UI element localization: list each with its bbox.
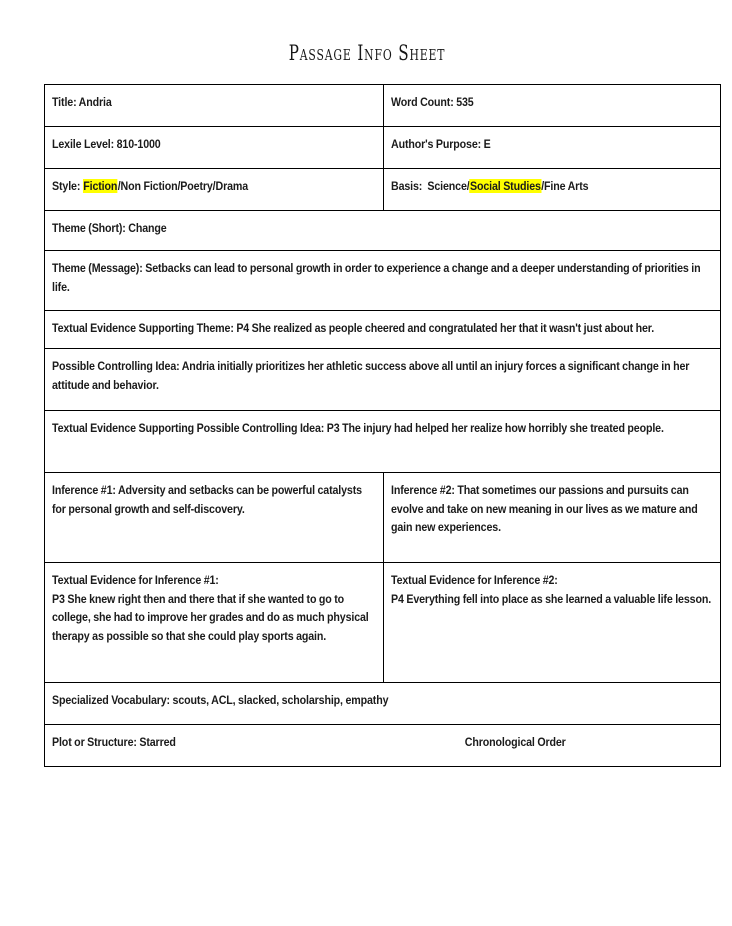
cell-word-count-text: Word Count: 535 bbox=[391, 95, 474, 109]
cell-specialized-vocabulary-text: Specialized Vocabulary: scouts, ACL, slacked, scholarship, empathy bbox=[52, 693, 389, 707]
cell-inference-2-text: Inference #2: That sometimes our passions and pursuits can evolve and take on new meaning in our lives as we mature and gain new experiences. bbox=[391, 483, 698, 534]
cell-evidence-theme-text: Textual Evidence Supporting Theme: P4 She realized as people cheered and congratulated her that it wasn't just about her. bbox=[52, 321, 655, 335]
cell-authors-purpose-text: Author's Purpose: E bbox=[391, 137, 491, 151]
passage-info-table bbox=[44, 84, 721, 767]
cell-controlling-idea bbox=[45, 349, 721, 411]
cell-style-text bbox=[52, 177, 376, 196]
table-row-specialized-vocabulary bbox=[45, 683, 721, 725]
evidence-inference-2-body: P4 Everything fell into place as she learned a valuable life lesson. bbox=[391, 591, 712, 606]
cell-evidence-inference-2-block bbox=[391, 571, 713, 608]
table-row-inferences bbox=[45, 473, 721, 563]
table-row-style-basis bbox=[45, 169, 721, 211]
cell-theme-short-text: Theme (Short): Change bbox=[52, 221, 167, 235]
cell-inference-1 bbox=[45, 473, 384, 563]
cell-specialized-vocabulary bbox=[45, 683, 721, 725]
cell-theme-message bbox=[45, 251, 721, 311]
cell-basis bbox=[384, 169, 721, 211]
cell-lexile-level-text: Lexile Level: 810-1000 bbox=[52, 137, 161, 151]
cell-plot-or-structure-block bbox=[52, 733, 713, 752]
plot-or-structure-text: Plot or Structure: Starred bbox=[52, 735, 176, 749]
cell-evidence-inference-1-block bbox=[52, 571, 376, 645]
cell-word-count bbox=[384, 85, 721, 127]
evidence-inference-2-heading: Textual Evidence for Inference #2: bbox=[391, 573, 558, 587]
cell-style bbox=[45, 169, 384, 211]
cell-evidence-theme bbox=[45, 311, 721, 349]
cell-evidence-inference-2 bbox=[384, 563, 721, 683]
cell-inference-2 bbox=[384, 473, 721, 563]
style-selected-highlight: Fiction bbox=[83, 179, 118, 193]
table-row-evidence-controlling-idea bbox=[45, 411, 721, 473]
cell-evidence-inference-1 bbox=[45, 563, 384, 683]
table-row-theme-short bbox=[45, 211, 721, 251]
table-row-evidence-theme bbox=[45, 311, 721, 349]
table-row-lexile bbox=[45, 127, 721, 169]
basis-options-after: /Fine Arts bbox=[541, 179, 589, 193]
style-label: Style: bbox=[52, 179, 81, 193]
page-title: Passage Info Sheet bbox=[288, 41, 446, 65]
cell-theme-message-text: Theme (Message): Setbacks can lead to personal growth in order to experience a change and a deeper understanding of priorities in life. bbox=[52, 261, 701, 294]
cell-evidence-controlling-idea bbox=[45, 411, 721, 473]
cell-evidence-controlling-idea-text: Textual Evidence Supporting Possible Controlling Idea: P3 The injury had helped her realize how horribly she treated people. bbox=[52, 421, 664, 435]
plot-or-structure-note: Chronological Order bbox=[464, 735, 566, 749]
style-options: /Non Fiction/Poetry/Drama bbox=[117, 179, 249, 193]
cell-controlling-idea-text: Possible Controlling Idea: Andria initially prioritizes her athletic success above all until an injury forces a significant change in her attitude and behavior. bbox=[52, 359, 690, 392]
cell-inference-1-text: Inference #1: Adversity and setbacks can be powerful catalysts for personal growth and self-discovery. bbox=[52, 483, 362, 516]
cell-theme-short bbox=[45, 211, 721, 251]
cell-lexile-level bbox=[45, 127, 384, 169]
table-row-evidence-inferences bbox=[45, 563, 721, 683]
cell-authors-purpose bbox=[384, 127, 721, 169]
cell-basis-text bbox=[391, 177, 713, 196]
cell-title-text: Title: Andria bbox=[52, 95, 112, 109]
basis-selected-highlight: Social Studies bbox=[470, 179, 541, 193]
table-row-title bbox=[45, 85, 721, 127]
table-row-plot-or-structure bbox=[45, 725, 721, 767]
evidence-inference-1-body: P3 She knew right then and there that if she wanted to go to college, she had to improve her grades and do as much physical therapy as possible so that she could play sports again. bbox=[52, 591, 369, 643]
cell-plot-or-structure bbox=[45, 725, 721, 767]
cell-title bbox=[45, 85, 384, 127]
evidence-inference-1-heading: Textual Evidence for Inference #1: bbox=[52, 573, 219, 587]
basis-label: Basis: bbox=[391, 179, 423, 193]
basis-options-before: Science/ bbox=[422, 179, 470, 193]
table-row-theme-message bbox=[45, 251, 721, 311]
table-row-controlling-idea bbox=[45, 349, 721, 411]
